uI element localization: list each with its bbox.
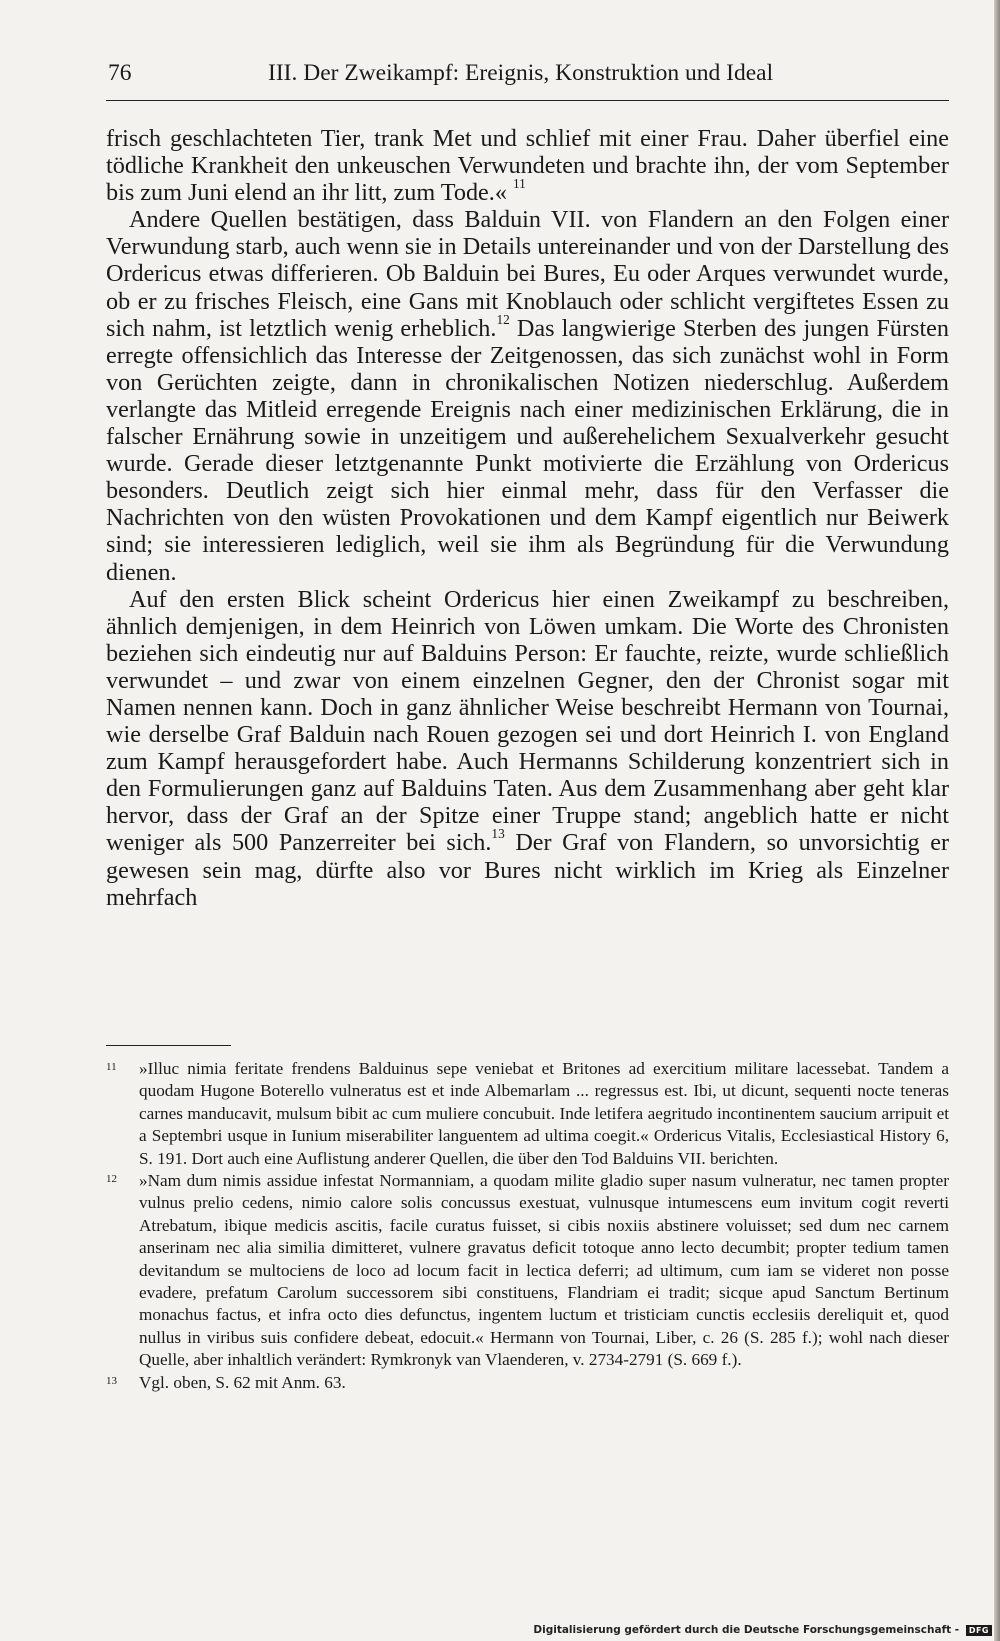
paragraph-3 xyxy=(106,586,949,911)
footnote-text: »Illuc nimia feritate frendens Balduinus sepe veniebat et Britones ad exercitium militare lacessebat. Tandem a quodam Hugone Boterello vulneratus est et inde Albemarlam ... regressus est. Ibi, ut dicunt, sequenti nocte teneras carnes manducavit, mulsum bibit ac cum muliere concubuit. Inde letifera aegritudo incontinentem saucium arripuit et a Septembri usque in Iunium miserabiliter languentem ad ultima coegit.« Ordericus Vitalis, Ecclesiastical History 6, S. 191. Dort auch eine Auflistung anderer Quellen, die über den Tod Balduins VII. berichten. xyxy=(139,1059,949,1168)
chapter-title: III. Der Zweikampf: Ereignis, Konstruktion und Ideal xyxy=(268,60,774,86)
paragraph-text: Andere Quellen bestätigen, dass Balduin VII. von Flandern an den Folgen einer Verwundung starb, auch wenn sie in Details untereinander und von der Darstellung des Ordericus etwas differieren. Ob Balduin bei Bures, Eu oder Arques verwundet wurde, ob er zu frisches Fleisch, eine Gans mit Knoblauch oder schlicht vergiftetes Essen zu sich nahm, ist letztlich wenig erheblich. xyxy=(106,206,949,342)
footnote-11 xyxy=(106,1058,949,1170)
credit-text: Digitalisierung gefördert durch die Deutsche Forschungsgemeinschaft - xyxy=(533,1624,960,1636)
page-edge-shadow xyxy=(994,0,1000,1641)
page-number: 76 xyxy=(108,60,132,86)
footnote-ref-12[interactable]: 12 xyxy=(496,311,510,327)
header-rule xyxy=(106,100,949,101)
body-text xyxy=(106,125,949,911)
footnote-number: 11 xyxy=(106,1061,117,1073)
footnote-number: 12 xyxy=(106,1173,117,1186)
footnote-text: »Nam dum nimis assidue infestat Normanniam, a quodam milite gladio super nasum vulneratur, nec tamen propter vulnus prelio cedens, nimio calore solis concussus exestuat, vulnusque intumescens eum invitum cogit reverti Atrebatum, ibique medicis ascitis, facile curatus fuisset, si cibis noxiis abstinere voluisset; sed dum nec carnem anserinam nec alia similia dimitteret, vulnere gravatus deficit totoque anno lecto decumbit; propter tedium tamen devitandum se multociens de loco ad locum facit in lectica deferri; ad ultimum, cum iam se videret non posse evadere, prefatum Carolum successorem sibi constituens, Flandriam ei tradit; sicque apud Sanctum Bertinum monachus factus, et infra octo dies defunctus, ingentem luctum et tristiciam cunctis ecclesiis dereliquit et, quod nullus in viribus suis confidere debeat, edocuit.« Hermann von Tournai, Liber, c. 26 (S. 285 f.); wohl nach dieser Quelle, aber inhaltlich verändert: Rymkronyk van Vlaenderen, v. 2734-2791 (S. 669 f.). xyxy=(139,1171,949,1370)
paragraph-text: frisch geschlachteten Tier, trank Met und schlief mit einer Frau. Daher überfiel eine tödliche Krankheit den unkeuschen Verwundeten und brachte ihn, der vom September bis zum Juni elend an ihr litt, zum Tode.« xyxy=(106,125,949,207)
dfg-logo: DFG xyxy=(966,1625,992,1636)
paragraph-2 xyxy=(106,206,949,585)
digitization-credit xyxy=(533,1624,992,1636)
paragraph-text: Auf den ersten Blick scheint Ordericus hier einen Zweikampf zu beschreiben, ähnlich demjenigen, in dem Heinrich von Löwen umkam. Die Worte des Chronisten beziehen sich eindeutig nur auf Balduins Person: Er fauchte, reizte, wurde schließlich verwundet – und zwar von einem einzelnen Gegner, den der Chronist sogar mit Namen nennen kann. Doch in ganz ähnlicher Weise beschreibt Hermann von Tournai, wie derselbe Graf Balduin nach Rouen gezogen sei und dort Heinrich I. von England zum Kampf herausgefordert habe. Auch Hermanns Schilderung konzentriert sich in den Formulierungen ganz auf Balduins Taten. Aus dem Zusammenhang aber geht klar hervor, dass der Graf an der Spitze einer Truppe stand; angeblich hatte er nicht weniger als 500 Panzerreiter bei sich. xyxy=(106,585,949,857)
paragraph-1 xyxy=(106,125,949,206)
footnote-13 xyxy=(106,1372,949,1394)
footnote-ref-11[interactable]: 11 xyxy=(512,176,526,192)
paragraph-text-continued: Das langwierige Sterben des jungen Fürsten erregte offensichlich das Interesse der Zeitgenossen, das sich zunächst wohl in Form von Gerüchten zeigte, dann in chronikalischen Notizen niederschlug. Außerdem verlangte das Mitleid erregende Ereignis nach einer medizinischen Erklärung, die in falscher Ernährung sowie in unzeitigem und außerehelichem Sexualverkehr gesucht wurde. Gerade dieser letztgenannte Punkt motivierte die Erzählung von Ordericus besonders. Deutlich zeigt sich hier einmal mehr, dass für den Verfasser die Nachrichten von den wüsten Provokationen und dem Kampf eigentlich nur Beiwerk sind; sie interessieren lediglich, weil sie ihm als Begründung für die Verwundung dienen. xyxy=(106,314,949,586)
footnote-text: Vgl. oben, S. 62 mit Anm. 63. xyxy=(139,1372,346,1392)
footnote-12 xyxy=(106,1170,949,1372)
footnote-number: 13 xyxy=(106,1374,117,1387)
footnote-separator xyxy=(106,1045,231,1046)
footnote-ref-13[interactable]: 13 xyxy=(491,826,505,842)
footnotes xyxy=(106,1058,949,1394)
paragraph-text-continued: Der Graf von Flandern, so unvorsichtig er gewesen sein mag, dürfte also vor Bures nicht wirklich im Krieg als Einzelner mehrfach xyxy=(106,829,949,911)
